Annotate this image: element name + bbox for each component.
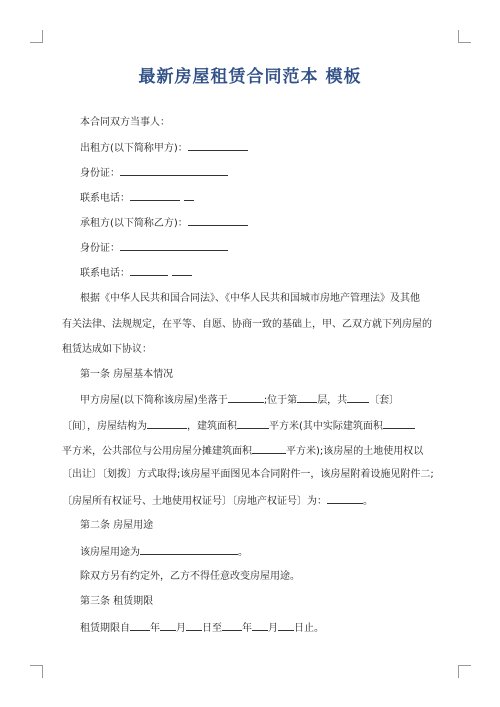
- lessee-phone-blank-2: [172, 265, 192, 276]
- parties-intro: 本合同双方当事人：: [80, 117, 170, 128]
- shared-area-blank: [252, 443, 286, 454]
- lessor-line: [80, 140, 248, 156]
- lessor-label: 出租方(以下简称甲方)：: [80, 143, 188, 154]
- lessee-label: 承租方(以下简称乙方)：: [80, 218, 188, 229]
- end-month-blank: [252, 620, 268, 631]
- lessor-phone-label: 联系电话：: [80, 193, 130, 204]
- article1-l1c: 层，共: [317, 395, 348, 406]
- lessee-line: [80, 215, 248, 231]
- actual-area-blank: [383, 418, 415, 429]
- total-floors-blank: [347, 392, 369, 403]
- lessee-phone-label: 联系电话：: [80, 268, 130, 279]
- lessee-phone-blank-1: [130, 265, 168, 276]
- article1-line-5: [62, 493, 373, 509]
- floor-blank: [297, 392, 317, 403]
- article1-l2a: 〔间〕，房屋结构为: [62, 421, 147, 432]
- article1-line-2: [62, 418, 415, 434]
- start-month-blank: [160, 620, 176, 631]
- article3-p6: 月: [268, 623, 278, 634]
- article3-p5: 年: [242, 623, 252, 634]
- lessor-id-blank: [120, 165, 228, 176]
- lessor-phone-blank-2: [184, 190, 194, 201]
- structure-blank: [147, 418, 187, 429]
- crop-mark-top-left: [30, 30, 43, 43]
- location-blank: [228, 392, 264, 403]
- lessee-phone-line: [80, 265, 192, 281]
- lessee-id-blank: [120, 240, 228, 251]
- lessor-blank: [188, 140, 248, 151]
- document-title: 最新房屋租赁合同范本 模板: [138, 67, 362, 87]
- article3-p3: 月: [176, 623, 186, 634]
- end-year-blank: [222, 620, 242, 631]
- article3-p1: 租赁期限自: [80, 623, 130, 634]
- article1-l1d: 〔套〕: [369, 395, 400, 406]
- article1-l1a: 甲方房屋(以下简称该房屋)坐落于: [80, 395, 228, 406]
- preamble-line-1: 根据《中华人民共和国合同法》、《中华人民共和国城市房地产管理法》及其他: [80, 293, 420, 304]
- article2-l1a: 该房屋用途为: [80, 547, 140, 558]
- article3-p2: 年: [150, 623, 160, 634]
- article3-line-1: [80, 620, 324, 636]
- preamble-line-2: 有关法律、法规规定，在平等、自愿、协商一致的基础上，甲、乙双方就下列房屋的: [62, 319, 432, 330]
- area-blank: [237, 418, 269, 429]
- preamble-line-3: 租赁达成如下协议：: [62, 344, 152, 355]
- article1-l3a: 平方米，公共部位与公用房屋分摊建筑面积: [62, 446, 252, 457]
- lessor-phone-blank-1: [130, 190, 180, 201]
- article3-heading: 第三条 租赁期限: [80, 596, 154, 607]
- crop-mark-top-right: [458, 30, 471, 43]
- article1-l1b: ;位于第: [263, 395, 298, 406]
- article1-line-1: [80, 392, 399, 408]
- article1-line-4: 〔出让〕〔划拨〕方式取得;该房屋平面图见本合同附件一，该房屋附着设施见附件二;: [62, 469, 434, 480]
- lessee-id-label: 身份证：: [80, 243, 120, 254]
- article2-heading: 第二条 房屋用途: [80, 520, 154, 531]
- lessor-phone-line: [80, 190, 194, 206]
- article2-line-1: [80, 544, 248, 560]
- end-day-blank: [278, 620, 294, 631]
- start-day-blank: [186, 620, 202, 631]
- crop-mark-bottom-left: [30, 665, 43, 678]
- article2-l1b: 。: [238, 547, 248, 558]
- lessor-id-line: [80, 165, 228, 181]
- lessee-blank: [188, 215, 248, 226]
- article1-heading: 第一条 房屋基本情况: [80, 369, 174, 380]
- article1-l5b: 。: [363, 496, 373, 507]
- article1-l3b: 平方米);该房屋的土地使用权以: [286, 446, 424, 457]
- article1-line-3: [62, 443, 423, 459]
- start-year-blank: [130, 620, 150, 631]
- article2-line-2: 除双方另有约定外，乙方不得任意改变房屋用途。: [80, 571, 300, 582]
- lessee-id-line: [80, 240, 228, 256]
- certificate-blank: [327, 493, 363, 504]
- crop-mark-bottom-right: [458, 665, 471, 678]
- usage-blank: [140, 544, 238, 555]
- article1-l5a: 〔房屋所有权证号、土地使用权证号〕〔房地产权证号〕为：: [62, 496, 327, 507]
- article3-p4: 日至: [202, 623, 222, 634]
- article3-p7: 日止。: [294, 623, 324, 634]
- article1-l2b: ，建筑面积: [187, 421, 237, 432]
- article1-l2c: 平方米(其中实际建筑面积: [269, 421, 383, 432]
- lessor-id-label: 身份证：: [80, 168, 120, 179]
